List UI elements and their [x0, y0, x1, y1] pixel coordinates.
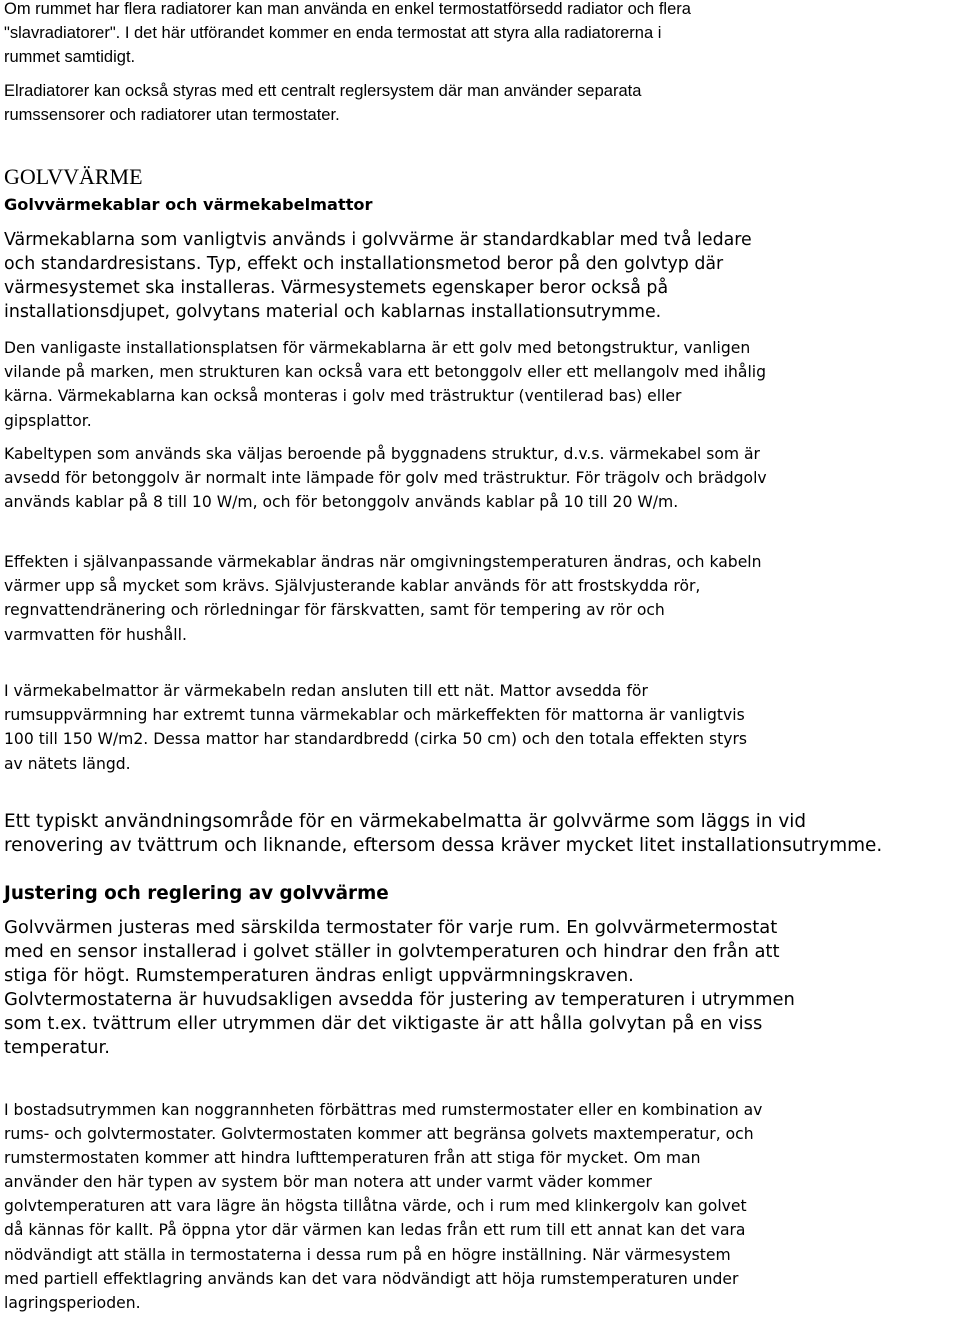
text-line: Ett typiskt användningsområde för en värmekabelmatta är golvvärme som läggs in vid [4, 811, 807, 832]
text-line: använder den här typen av system bör man notera att under varmt väder kommer [4, 1173, 652, 1192]
text-line: varmvatten för hushåll. [4, 625, 187, 644]
text-line: och standardresistans. Typ, effekt och installationsmetod beror på den golvtyp där [4, 254, 724, 274]
text-line: rumsuppvärmning har extremt tunna värmekablar och märkeffekten för mattorna är vanligtvis [4, 706, 745, 725]
section-heading-golvvarme: GOLVVÄRME [4, 164, 143, 189]
text-line: Golvtermostaterna är huvudsakligen avsedda för justering av temperaturen i utrymmen [4, 989, 795, 1010]
text-line: som t.ex. tvättrum eller utrymmen där det viktigaste är att hålla golvytan på en viss [4, 1013, 763, 1034]
text-line: Elradiatorer kan också styras med ett centralt reglersystem där man använder separata [4, 82, 642, 100]
golvvarme-paragraph-6 [4, 810, 882, 858]
text-line: med partiell effektlagring används kan det vara nödvändigt att höja rumstemperaturen under [4, 1269, 739, 1288]
text-line: kärna. Värmekablarna kan också monteras i golv med trästruktur (ventilerad bas) eller [4, 387, 682, 406]
text-line: av nätets längd. [4, 754, 131, 773]
golvvarme-paragraph-4 [4, 550, 762, 647]
text-line: installationsdjupet, golvytans material och kablarnas installationsutrymme. [4, 302, 662, 322]
text-line: Effekten i självanpassande värmekablar ändras när omgivningstemperaturen ändras, och kabeln [4, 553, 762, 571]
text-line: används kablar på 8 till 10 W/m, och för betonggolv används kablar på 10 till 20 W/m. [4, 493, 679, 512]
section-subheading: Golvvärmekablar och värmekabelmattor [4, 195, 373, 214]
text-line: renovering av tvättrum och liknande, eftersom dessa kräver mycket litet installationsutrymme. [4, 835, 883, 856]
text-line: Om rummet har flera radiatorer kan man använda en enkel termostatförsedd radiator och flera [4, 0, 691, 18]
text-line: "slavradiatorer". I det här utförandet kommer en enda termostat att styra alla radiatorerna i [4, 24, 662, 42]
text-line: rumssensorer och radiatorer utan termostater. [4, 106, 340, 124]
text-line: då kännas för kallt. På öppna ytor där värmen kan ledas från ett rum till ett annat kan det vara [4, 1221, 746, 1240]
text-line: rumstermostaten kommer att hindra lufttemperaturen från att stiga för mycket. Om man [4, 1149, 701, 1168]
text-line: nödvändigt att ställa in termostaterna i dessa rum på en högre inställning. När värmesystem [4, 1245, 731, 1264]
text-line: vilande på marken, men strukturen kan också vara ett betonggolv eller ett mellangolv med ihålig [4, 363, 767, 382]
text-line: gipsplattor. [4, 411, 92, 430]
golvvarme-paragraph-2 [4, 336, 766, 433]
intro-paragraph-1 [4, 0, 691, 69]
justering-paragraph-1 [4, 916, 795, 1060]
text-line: I värmekabelmattor är värmekabeln redan ansluten till ett nät. Mattor avsedda för [4, 682, 648, 700]
text-line: Golvvärmen justeras med särskilda termostater för varje rum. En golvvärmetermostat [4, 917, 778, 938]
text-line: värmesystemet ska installeras. Värmesystemets egenskaper beror också på [4, 278, 669, 298]
justering-paragraph-2 [4, 1098, 762, 1315]
golvvarme-paragraph-1 [4, 228, 752, 324]
golvvarme-paragraph-3 [4, 442, 767, 515]
text-line: avsedd för betonggolv är normalt inte lämpade för golv med trästruktur. För trägolv och brädgolv [4, 469, 767, 488]
text-line: lagringsperioden. [4, 1293, 141, 1312]
text-line: Kabeltypen som används ska väljas beroende på byggnadens struktur, d.v.s. värmekabel som är [4, 445, 760, 463]
golvvarme-paragraph-5 [4, 679, 747, 776]
text-line: rums- och golvtermostater. Golvtermostaten kommer att begränsa golvets maxtemperatur, och [4, 1125, 754, 1144]
text-line: värmer upp så mycket som krävs. Självjusterande kablar används för att frostskydda rör, [4, 577, 701, 596]
text-line: regnvattendränering och rörledningar för färskvatten, samt för tempering av rör och [4, 601, 665, 620]
text-line: Den vanligaste installationsplatsen för värmekablarna är ett golv med betongstruktur, vanligen [4, 339, 751, 357]
text-line: temperatur. [4, 1037, 110, 1058]
text-line: med en sensor installerad i golvet ställer in golvtemperaturen och hindrar den från att [4, 941, 780, 962]
text-line: Värmekablarna som vanligtvis används i golvvärme är standardkablar med två ledare [4, 230, 752, 250]
intro-paragraph-2 [4, 79, 641, 127]
text-line: rummet samtidigt. [4, 48, 136, 66]
text-line: 100 till 150 W/m2. Dessa mattor har standardbredd (cirka 50 cm) och den totala effekten styrs [4, 730, 747, 749]
text-line: I bostadsutrymmen kan noggrannheten förbättras med rumstermostater eller en kombination av [4, 1101, 763, 1119]
section-heading-justering: Justering och reglering av golvvärme [4, 883, 389, 904]
text-line: golvtemperaturen att vara lägre än högsta tillåtna värde, och i rum med klinkergolv kan golvet [4, 1197, 747, 1216]
text-line: stiga för högt. Rumstemperaturen ändras enligt uppvärmningskraven. [4, 965, 634, 986]
